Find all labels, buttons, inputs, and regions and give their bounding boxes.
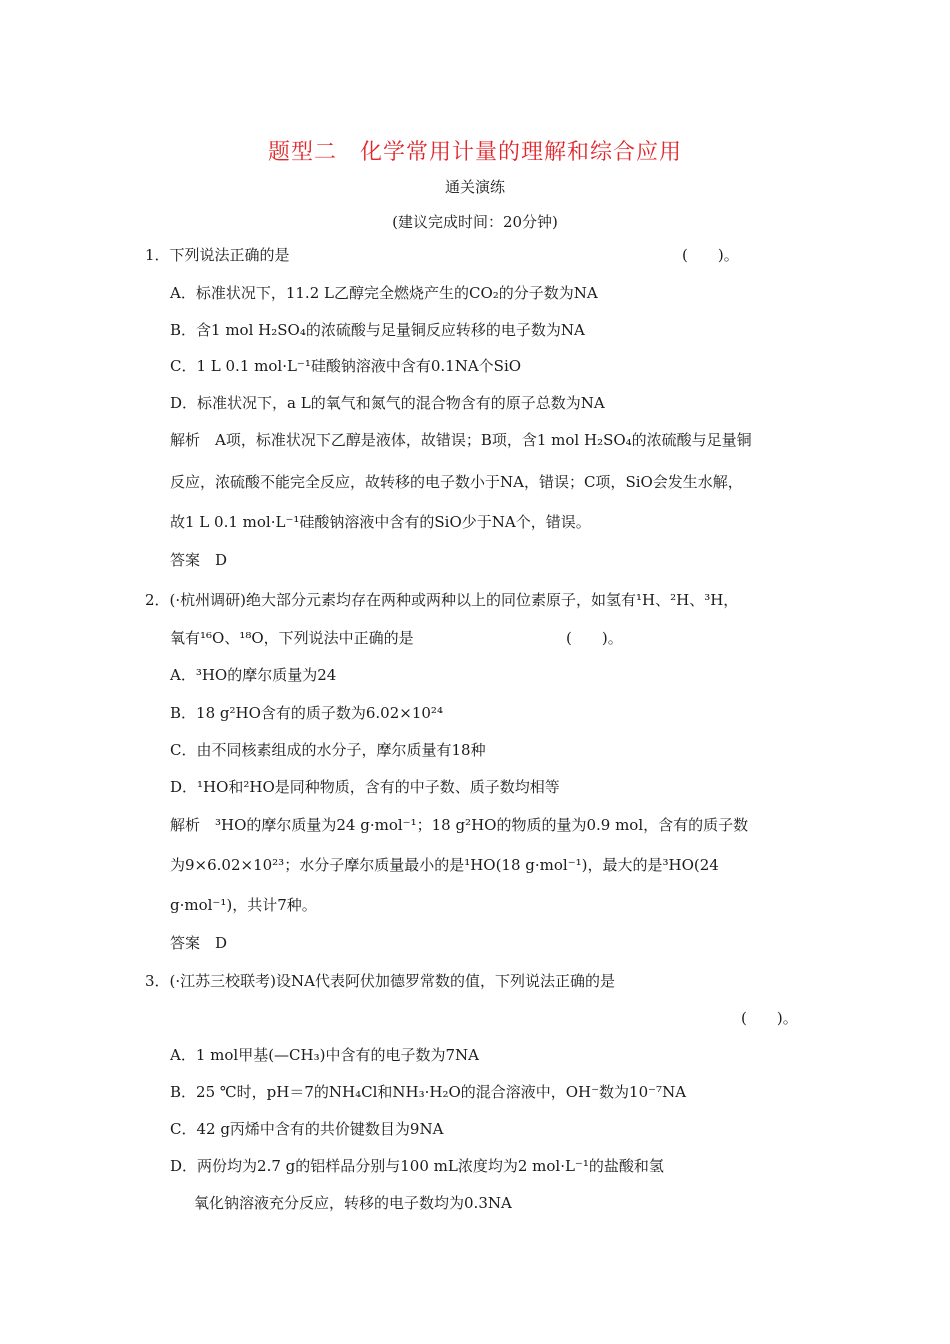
question-2-stem-line: 氧有¹⁶O、¹⁸O，下列说法中正确的是: [170, 629, 414, 647]
question-2-analysis-line: 为9×6.02×10²³；水分子摩尔质量最小的是¹HO(18 g·mol⁻¹)，最大的是³HO(24: [170, 856, 719, 874]
question-2-option-c: C．由不同核素组成的水分子，摩尔质量有18种: [170, 741, 486, 759]
question-1-answer: 答案 D: [170, 551, 228, 569]
question-2-answer-blank: ( )。: [566, 629, 623, 647]
question-1-option-c: C．1 L 0.1 mol·L⁻¹硅酸钠溶液中含有0.1NA个SiO: [170, 357, 522, 375]
question-1-option-b: B．含1 mol H₂SO₄的浓硫酸与足量铜反应转移的电子数为NA: [170, 321, 585, 339]
question-2-answer: 答案 D: [170, 934, 228, 952]
section-subtitle: 通关演练: [444, 178, 505, 196]
question-3-option-d: D．两份均为2.7 g的铝样品分别与100 mL浓度均为2 mol·L⁻¹的盐酸和氢: [170, 1157, 664, 1175]
question-2-option-a: A．³HO的摩尔质量为24: [170, 666, 337, 684]
time-note: (建议完成时间：20分钟): [392, 213, 558, 231]
question-1-option-d: D．标准状况下，a L的氧气和氮气的混合物含有的原子总数为NA: [170, 394, 605, 412]
question-3-answer-blank: ( )。: [741, 1009, 798, 1027]
question-3-stem: 3．(·江苏三校联考)设NA代表阿伏加德罗常数的值，下列说法正确的是: [145, 972, 615, 990]
page-title: 题型二 化学常用计量的理解和综合应用: [267, 140, 682, 165]
question-3-option-c: C．42 g丙烯中含有的共价键数目为9NA: [170, 1120, 444, 1138]
question-1-option-a: A．标准状况下，11.2 L乙醇完全燃烧产生的CO₂的分子数为NA: [170, 284, 598, 302]
question-1-answer-blank: ( )。: [682, 246, 739, 264]
question-1-analysis-line: 故1 L 0.1 mol·L⁻¹硅酸钠溶液中含有的SiO少于NA个，错误。: [170, 513, 591, 531]
question-2-option-d: D．¹HO和²HO是同种物质，含有的中子数、质子数均相等: [170, 778, 560, 796]
question-3-option-d-continued: 氧化钠溶液充分反应，转移的电子数均为0.3NA: [194, 1194, 512, 1212]
question-1-analysis-line: 反应，浓硫酸不能完全反应，故转移的电子数小于NA，错误；C项，SiO会发生水解，: [170, 473, 743, 491]
question-3-option-b: B．25 ℃时，pH＝7的NH₄Cl和NH₃·H₂O的混合溶液中，OH⁻数为10⁻⁷NA: [170, 1083, 687, 1101]
question-2-option-b: B．18 g²HO含有的质子数为6.02×10²⁴: [170, 704, 443, 722]
question-2-analysis-line: 解析 ³HO的摩尔质量为24 g·mol⁻¹；18 g²HO的物质的量为0.9 mol，含有的质子数: [170, 816, 749, 834]
question-1-stem: 1．下列说法正确的是: [145, 246, 290, 264]
question-3-option-a: A．1 mol甲基(—CH₃)中含有的电子数为7NA: [170, 1046, 479, 1064]
question-2-analysis-line: g·mol⁻¹)，共计7种。: [170, 896, 317, 914]
question-2-stem-line: 2．(·杭州调研)绝大部分元素均存在两种或两种以上的同位素原子，如氢有¹H、²H、³H，: [145, 591, 739, 609]
question-1-analysis-line: 解析 A项，标准状况下乙醇是液体，故错误；B项，含1 mol H₂SO₄的浓硫酸与足量铜: [170, 431, 752, 449]
